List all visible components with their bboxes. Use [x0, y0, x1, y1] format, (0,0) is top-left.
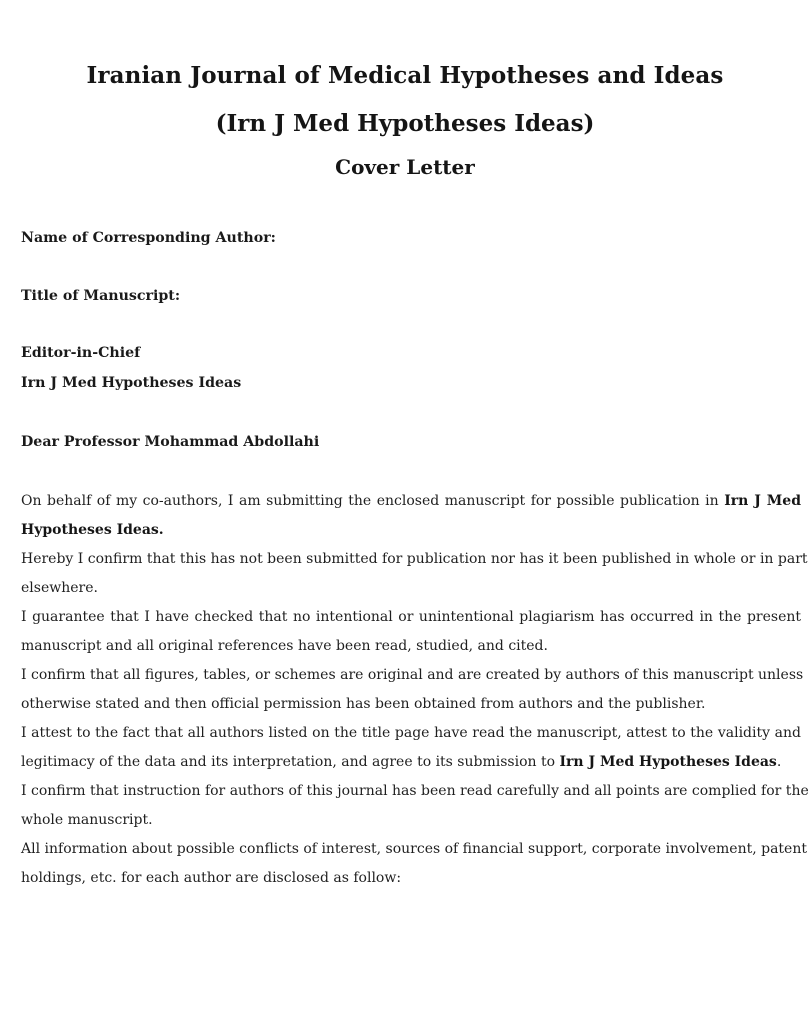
journal-name-bold: Irn J Med	[724, 493, 802, 509]
salutation: Dear Professor Mohammad Abdollahi	[21, 434, 320, 450]
body-line: I attest to the fact that all authors listed on the title page have read the manuscript, attest to the validity and	[21, 725, 801, 741]
body-line: otherwise stated and then official permission has been obtained from authors and the publisher.	[21, 696, 706, 712]
corresponding-author-label: Name of Corresponding Author:	[21, 230, 276, 246]
body-line: I confirm that instruction for authors of this journal has been read carefully and all points are complied for the	[21, 783, 809, 799]
body-line: elsewhere.	[21, 580, 98, 596]
body-line: I guarantee that I have checked that no intentional or unintentional plagiarism has occurred in the present	[21, 609, 801, 625]
body-line	[21, 516, 801, 545]
body-text: On behalf of my co-authors, I am submitting the enclosed manuscript for possible publication in	[21, 493, 725, 509]
body-text: .	[776, 754, 782, 770]
body-line: whole manuscript.	[21, 812, 153, 828]
journal-name-bold: Irn J Med Hypotheses Ideas	[559, 754, 777, 770]
body-line: Hereby I confirm that this has not been submitted for publication nor has it been published in whole or in part	[21, 551, 808, 567]
addressee-role: Editor-in-Chief	[21, 345, 141, 361]
body-line	[21, 748, 801, 777]
body-line: I confirm that all figures, tables, or schemes are original and are created by authors of this manuscript unless	[21, 667, 804, 683]
body-text: .	[158, 522, 164, 538]
document-type: Cover Letter	[335, 155, 475, 179]
manuscript-title-label: Title of Manuscript:	[21, 288, 181, 304]
journal-abbreviation: (Irn J Med Hypotheses Ideas)	[215, 110, 595, 137]
body-text: legitimacy of the data and its interpretation, and agree to its submission to	[21, 754, 560, 770]
addressee-journal: Irn J Med Hypotheses Ideas	[21, 375, 242, 391]
body-line	[21, 487, 801, 516]
journal-name-bold: Hypotheses Ideas	[21, 522, 159, 538]
letter-body	[21, 487, 809, 893]
body-line: holdings, etc. for each author are disclosed as follow:	[21, 870, 402, 886]
body-line: manuscript and all original references have been read, studied, and cited.	[21, 638, 548, 654]
journal-title: Iranian Journal of Medical Hypotheses and Ideas	[86, 62, 724, 89]
body-line: All information about possible conflicts of interest, sources of financial support, corporate involvement, patent	[21, 841, 807, 857]
